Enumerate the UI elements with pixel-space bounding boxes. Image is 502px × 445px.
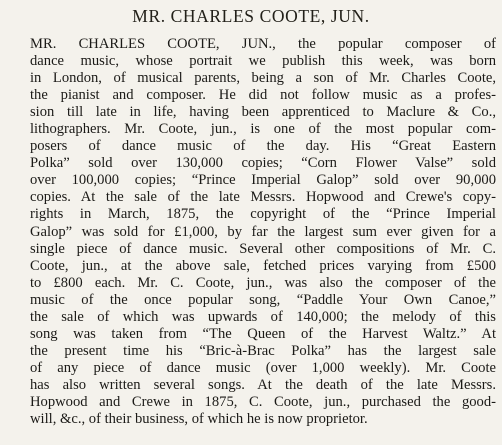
article-line: copies. At the sale of the late Messrs. Hopwood and Crewe's copy- [30,189,496,206]
article-line: Hopwood and Crewe in 1875, C. Coote, jun., purchased the good- [30,393,496,410]
article-line: of any piece of dance music (over 1,000 weekly). Mr. Coote [30,359,496,376]
article-line: song was taken from “The Queen of the Harvest Waltz.” At [30,325,496,342]
article-line: over 100,000 copies; “Prince Imperial Galop” sold over 90,000 [30,172,496,189]
article-line: lithographers. Mr. Coote, jun., is one of the most popular com- [30,121,496,138]
article-line: will, &c., of their business, of which he is now proprietor. [30,411,368,428]
article-line: to £800 each. Mr. C. Coote, jun., was also the composer of the [30,274,496,291]
article-line: rights in March, 1875, the copyright of the “Prince Imperial [30,206,496,223]
article-line: the present time his “Bric-à-Brac Polka” has the largest sale [30,342,496,359]
article-line: dance music, whose portrait we publish this week, was born [30,53,496,70]
article-title: MR. CHARLES COOTE, JUN. [132,6,370,26]
article-line: Coote, jun., at the above sale, fetched prices varying from £500 [30,257,496,274]
article-line: Polka” sold over 130,000 copies; “Corn Flower Valse” sold [30,155,496,172]
article-line: sion till late in life, having been apprenticed to Maclure & Co., [30,104,496,121]
article-line: single piece of dance music. Several other compositions of Mr. C. [30,240,496,257]
article-line: posers of dance music of the day. His “Great Eastern [30,138,496,155]
article-line: Galop” was sold for £1,000, by far the largest sum ever given for a [30,223,496,240]
article-line: in London, of musical parents, being a son of Mr. Charles Coote, [30,70,496,87]
article-line: music of the once popular song, “Paddle Your Own Canoe,” [30,291,496,308]
article-line: the sale of which was upwards of 140,000; the melody of this [30,308,496,325]
article-line: the pianist and composer. He did not follow music as a profes- [30,87,496,104]
article-body [30,36,496,428]
article-line: has also written several songs. At the death of the late Messrs. [30,376,496,393]
article-line: MR. CHARLES COOTE, JUN., the popular composer of [30,36,496,52]
